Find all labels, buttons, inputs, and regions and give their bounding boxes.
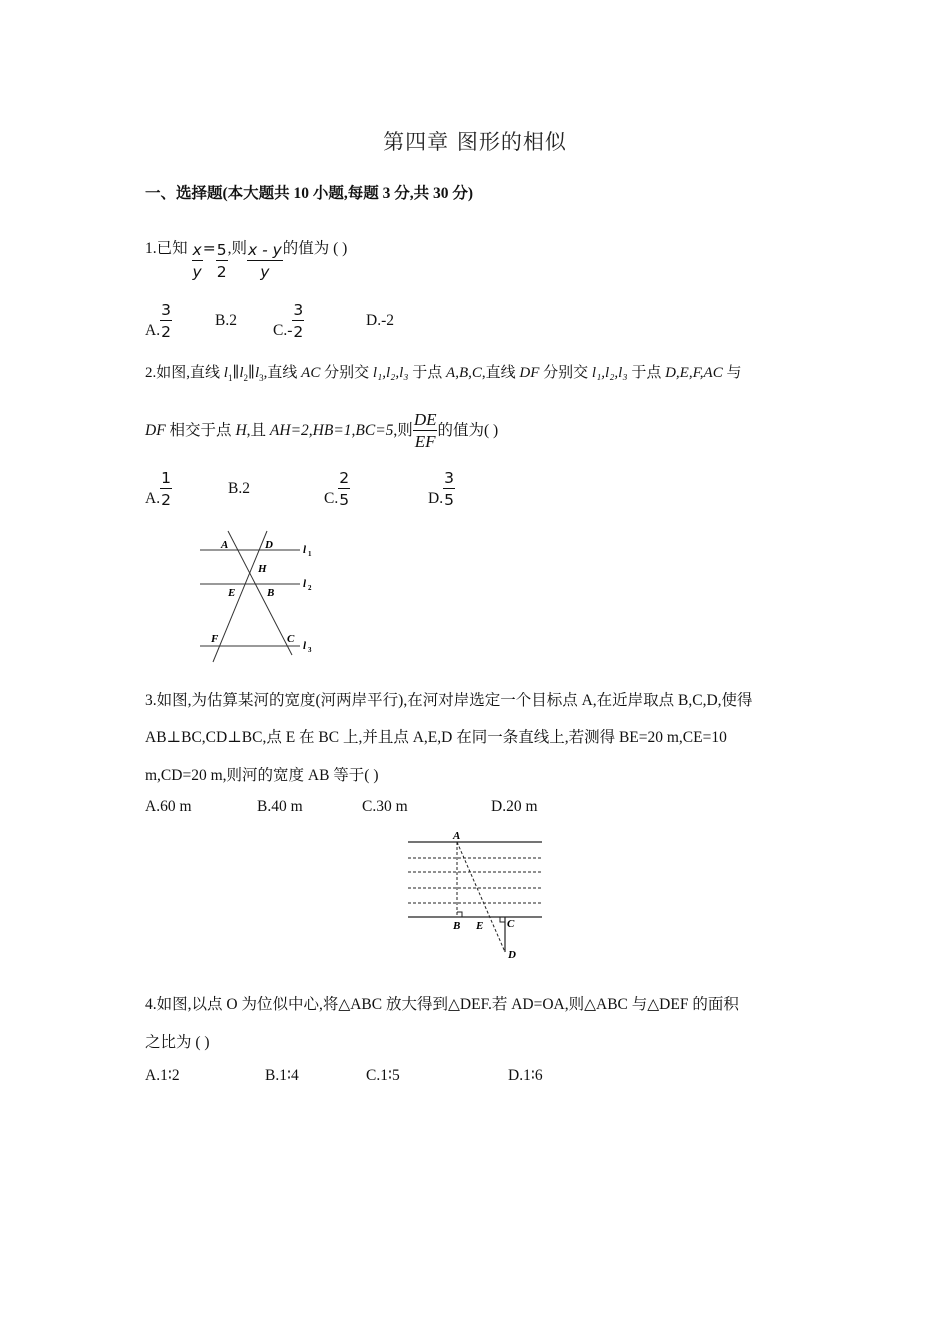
q1-prefix: 1.已知 — [145, 240, 188, 258]
question-3-line-3: m,CD=20 m,则河的宽度 AB 等于( ) — [145, 767, 379, 784]
question-1: 1.已知 $\frac{x}{y}$ = $\frac{5}{2}$ ,则 $\frac{x - y}{y}$ 的值为 ( ) — [145, 239, 348, 281]
q3-option-c[interactable]: C.30 m — [362, 798, 408, 815]
svg-text:1: 1 — [308, 550, 312, 558]
label-c: C — [287, 633, 295, 645]
label-l1: l — [303, 544, 307, 556]
question-3-line-1: 3.如图,为估算某河的宽度(河两岸平行),在河对岸选定一个目标点 A,在近岸取点 B,C,D,使得 — [145, 692, 753, 709]
q1-fraction-expr: $\frac{x - y}{y}$ — [247, 241, 282, 281]
label-a: A — [221, 539, 229, 551]
label-l3: l — [303, 640, 307, 652]
label-d: D — [265, 539, 273, 551]
svg-text:3: 3 — [308, 646, 312, 654]
q2-option-a[interactable]: A. $\frac{1}{2}$ — [145, 469, 171, 509]
svg-text:2: 2 — [308, 584, 312, 592]
question-4-line-1: 4.如图,以点 O 为位似中心,将△ABC 放大得到△DEF.若 AD=OA,则△ABC 与△DEF 的面积 — [145, 996, 739, 1013]
q3-option-b[interactable]: B.40 m — [257, 798, 303, 815]
label-c: C — [507, 918, 515, 930]
q1-fraction-5-over-2: $\frac{5}{2}$ — [216, 241, 227, 281]
q3-option-d[interactable]: D.20 m — [491, 798, 538, 815]
label-e: E — [228, 587, 236, 599]
right-angle-b — [457, 912, 462, 917]
label-e: E — [476, 920, 484, 932]
q2-option-b[interactable]: B.2 — [228, 480, 250, 497]
label-b: B — [267, 587, 275, 599]
label-h: H — [258, 563, 267, 575]
question-2-line-2: DF 相交于点 H,且 AH=2,HB=1,BC=5,则 $\frac{DE}{EF}$ 的值为( ) — [145, 410, 499, 451]
page-title: 第四章 图形的相似 — [383, 130, 567, 154]
right-angle-c — [500, 917, 505, 922]
question-3-line-2: AB⊥BC,CD⊥BC,点 E 在 BC 上,并且点 A,E,D 在同一条直线上,若测得 BE=20 m,CE=10 — [145, 729, 727, 746]
q1-option-a[interactable]: A. $\frac{3}{2}$ — [145, 301, 171, 341]
q4-option-d[interactable]: D.1∶6 — [508, 1067, 543, 1084]
q2-option-d[interactable]: D. $\frac{3}{5}$ — [428, 469, 454, 509]
section-heading: 一、选择题(本大题共 10 小题,每题 3 分,共 30 分) — [145, 185, 474, 202]
q4-option-c[interactable]: C.1∶5 — [366, 1067, 400, 1084]
q2-option-c[interactable]: C. $\frac{2}{5}$ — [324, 469, 350, 509]
question-4-line-2: 之比为 ( ) — [145, 1034, 210, 1051]
q1-option-c[interactable]: C.- $\frac{3}{2}$ — [273, 301, 304, 341]
q1-option-d[interactable]: D.-2 — [366, 312, 394, 329]
q4-option-a[interactable]: A.1∶2 — [145, 1067, 180, 1084]
label-f: F — [211, 633, 219, 645]
q1-fraction-x-over-y: $\frac{x}{y}$ — [192, 241, 202, 281]
q3-river-figure — [400, 825, 550, 965]
question-2-line-1: 2.如图,直线 $l_1\parallel l_2\parallel l_3$,直线 AC 分别交 l₁,l₂,l₃ 于点 A,B,C,直线 DF 分别交 l₁,l₂,l₃ 于点 D,E,F,AC 与 — [145, 365, 742, 383]
q2-fraction-de-over-ef: $\frac{DE}{EF}$ — [413, 410, 437, 451]
label-d: D — [508, 949, 516, 961]
q1-option-b[interactable]: B.2 — [215, 312, 237, 329]
q2-parallel-lines-figure — [190, 525, 330, 670]
label-b: B — [453, 920, 461, 932]
q3-option-a[interactable]: A.60 m — [145, 798, 192, 815]
label-a: A — [453, 830, 461, 842]
q4-option-b[interactable]: B.1∶4 — [265, 1067, 299, 1084]
label-l2: l — [303, 578, 307, 590]
